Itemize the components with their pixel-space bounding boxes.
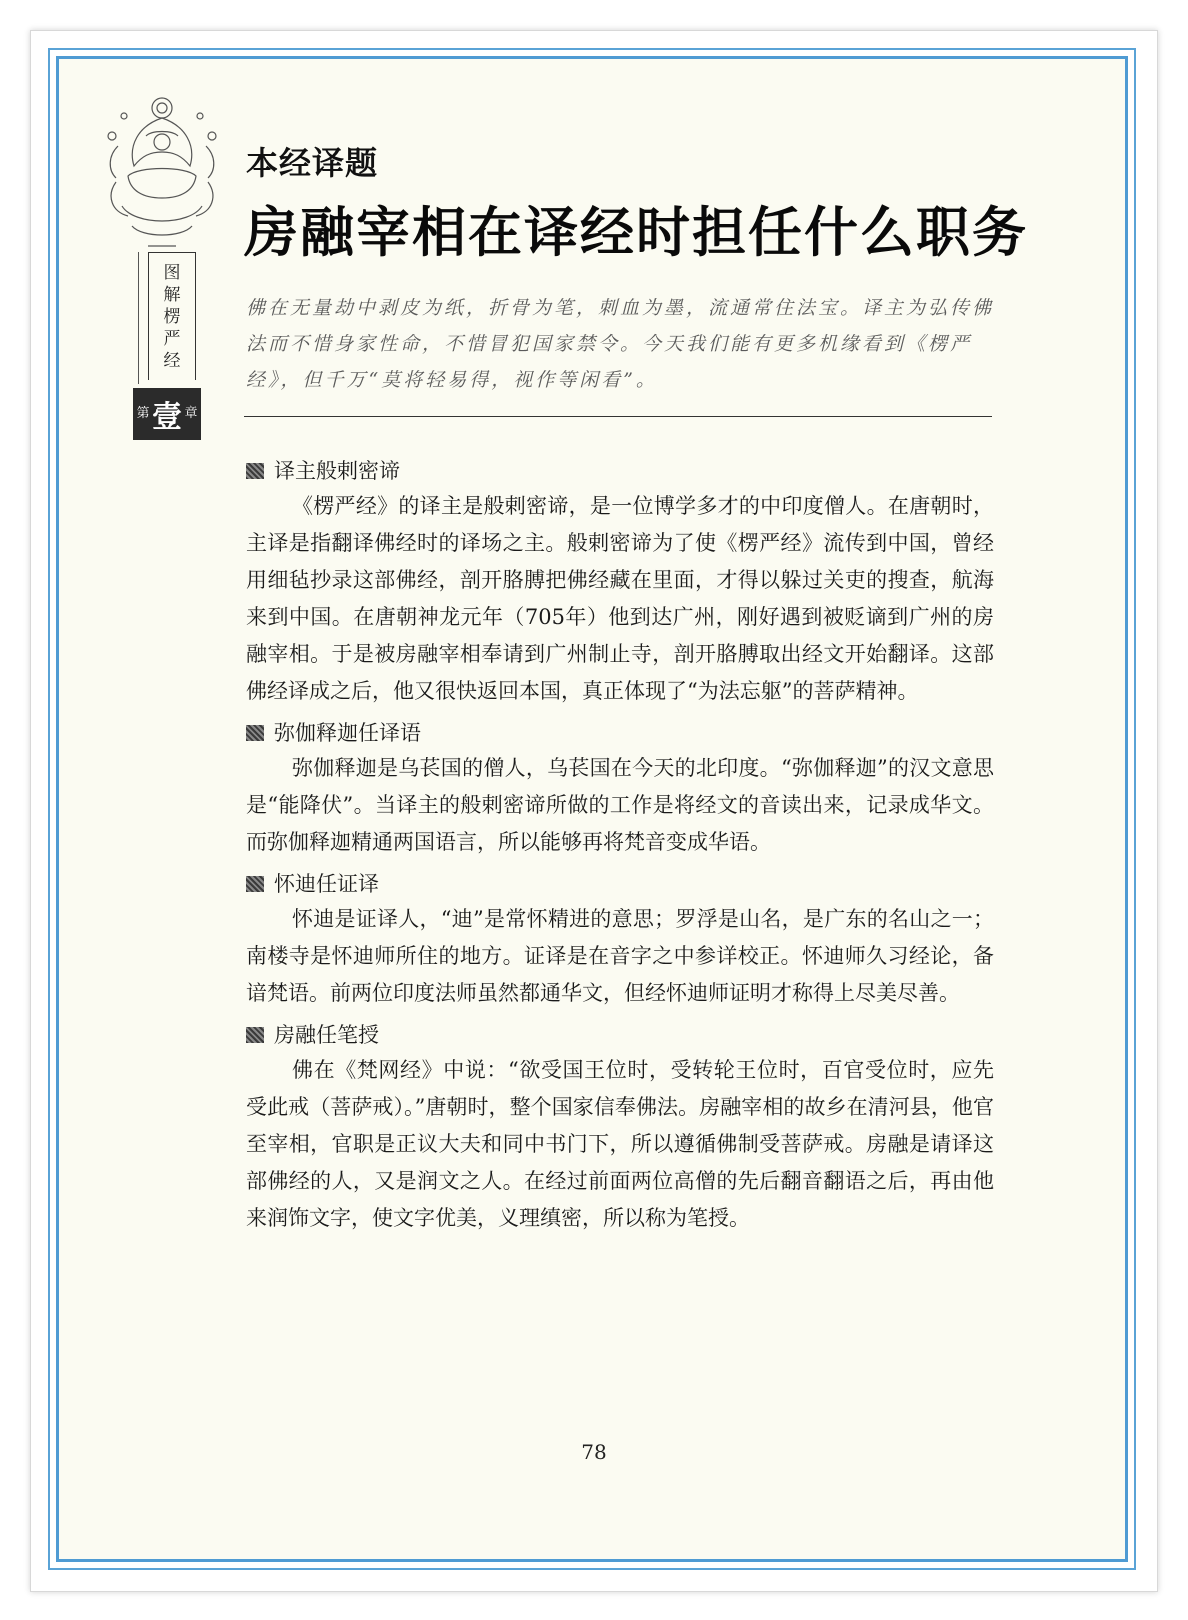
chapter-badge xyxy=(133,388,201,440)
section-heading xyxy=(246,454,994,488)
square-bullet-icon xyxy=(246,463,264,479)
section-heading-text: 房融任笔授 xyxy=(274,1023,379,1047)
section-heading-text: 译主般剌密谛 xyxy=(274,459,400,483)
book-title-char: 图 xyxy=(163,262,181,283)
square-bullet-icon xyxy=(246,725,264,741)
book-title-char: 严 xyxy=(163,328,181,349)
page-title: 房融宰相在译经时担任什么职务 xyxy=(244,200,1028,264)
article-body xyxy=(246,448,994,1243)
square-bullet-icon xyxy=(246,1027,264,1043)
section-tag: 本经译题 xyxy=(246,144,379,182)
section xyxy=(246,867,994,1012)
section-heading-text: 弥伽释迦任译语 xyxy=(274,721,421,745)
section xyxy=(246,716,994,861)
side-divider xyxy=(138,252,139,384)
section-heading-text: 怀迪任证译 xyxy=(274,872,379,896)
square-bullet-icon xyxy=(246,876,264,892)
section-heading xyxy=(246,867,994,901)
book-title-char: 经 xyxy=(163,350,181,371)
chapter-suffix: 章 xyxy=(184,406,198,421)
book-title-char: 楞 xyxy=(163,306,181,327)
section-paragraph: 佛在《梵网经》中说：“欲受国王位时，受转轮王位时，百官受位时，应先受此戒（菩萨戒）。”唐朝时，整个国家信奉佛法。房融宰相的故乡在清河县，他官至宰相，官职是正议大夫和同中书门下，所以遵循佛制受菩萨戒。房融是请译这部佛经的人，又是润文之人。在经过前面两位高僧的先后翻音翻语之后，再由他来润饰文字，使文字优美，义理缜密，所以称为笔授。 xyxy=(246,1058,994,1230)
section-paragraph: 怀迪是证译人，“迪”是常怀精进的意思；罗浮是山名，是广东的名山之一；南楼寺是怀迪师所住的地方。证译是在音字之中参详校正。怀迪师久习经论，备谙梵语。前两位印度法师虽然都通华文，但经怀迪师证明才称得上尽美尽善。 xyxy=(246,907,994,1005)
section-paragraph: 弥伽释迦是乌苌国的僧人，乌苌国在今天的北印度。“弥伽释迦”的汉文意思是“能降伏”。当译主的般剌密谛所做的工作是将经文的音读出来，记录成华文。而弥伽释迦精通两国语言，所以能够再将梵音变成华语。 xyxy=(246,756,994,854)
page-number: 78 xyxy=(581,1440,607,1464)
section xyxy=(246,1018,994,1237)
intro-text: 佛在无量劫中剥皮为纸，折骨为笔，刺血为墨，流通常住法宝。译主为弘传佛法而不惜身家性命，不惜冒犯国家禁令。今天我们能有更多机缘看到《楞严经》，但千万“莫将轻易得，视作等闲看”。 xyxy=(246,297,995,391)
section-heading xyxy=(246,1018,994,1052)
section-heading xyxy=(246,716,994,750)
section-paragraph: 《楞严经》的译主是般剌密谛，是一位博学多才的中印度僧人。在唐朝时，主译是指翻译佛经时的译场之主。般剌密谛为了使《楞严经》流传到中国，曾经用细毡抄录这部佛经，剖开胳膊把佛经藏在里面，才得以躲过关吏的搜查，航海来到中国。在唐朝神龙元年（705年）他到达广州，刚好遇到被贬谪到广州的房融宰相。于是被房融宰相奉请到广州制止寺，剖开胳膊取出经文开始翻译。这部佛经译成之后，他又很快返回本国，真正体现了“为法忘躯”的菩萨精神。 xyxy=(246,494,994,703)
lotus-buddha-ornament-icon xyxy=(98,86,226,256)
chapter-number: 壹 xyxy=(152,400,182,435)
header-divider xyxy=(244,416,992,417)
section xyxy=(246,454,994,710)
chapter-prefix: 第 xyxy=(136,406,150,421)
book-title-vertical xyxy=(148,252,196,380)
book-title-char: 解 xyxy=(163,284,181,305)
